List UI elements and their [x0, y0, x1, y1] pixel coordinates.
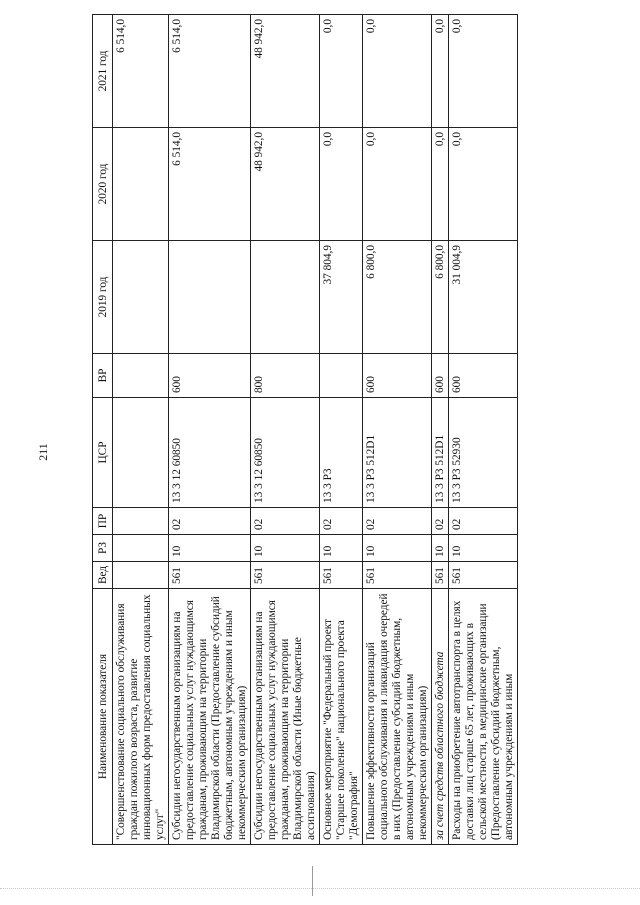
row-2020: 6 514,0 — [169, 128, 251, 241]
row-rz: 10 — [169, 535, 251, 562]
row-csr: 13 3 Р3 512D1 — [432, 398, 449, 508]
row-2021: 0,0 — [449, 15, 518, 128]
row-csr: 13 3 Р3 — [320, 398, 363, 508]
row-ved: 561 — [363, 562, 432, 589]
table-row — [113, 15, 169, 845]
row-2021: 6 514,0 — [169, 15, 251, 128]
row-vr — [320, 354, 363, 398]
row-rz: 10 — [432, 535, 449, 562]
header-name: Наименование показателя — [93, 589, 113, 845]
page-number: 211 — [36, 443, 50, 461]
row-2019 — [169, 241, 251, 354]
table-row — [169, 15, 251, 845]
row-name: Субсидии негосударственным организациям на предоставление социальных услуг нуждающимся гражданам, проживающим на территории Владимирской области (Предоставление субсидий бюджетным, автономным учреждениям и иным некоммерческим организациям) — [169, 589, 251, 845]
row-2020: 0,0 — [449, 128, 518, 241]
header-vr: ВР — [93, 354, 113, 398]
row-rz: 10 — [363, 535, 432, 562]
row-2019: 6 800,0 — [363, 241, 432, 354]
table-row — [363, 15, 432, 845]
table-row — [251, 15, 320, 845]
row-ved: 561 — [449, 562, 518, 589]
scan-artifact-line — [312, 866, 313, 896]
scan-artifact-dots — [0, 888, 640, 890]
row-pr: 02 — [363, 508, 432, 535]
header-2019: 2019 год — [93, 241, 113, 354]
row-2020: 48 942,0 — [251, 128, 320, 241]
row-csr: 13 3 12 60850 — [169, 398, 251, 508]
row-2020: 0,0 — [363, 128, 432, 241]
row-2019: 37 804,9 — [320, 241, 363, 354]
row-2019 — [113, 241, 169, 354]
row-ved: 561 — [432, 562, 449, 589]
row-pr: 02 — [320, 508, 363, 535]
row-2021: 48 942,0 — [251, 15, 320, 128]
table-row — [449, 15, 518, 845]
row-rz: 10 — [251, 535, 320, 562]
row-2021: 0,0 — [320, 15, 363, 128]
row-pr: 02 — [169, 508, 251, 535]
header-ved: Вед — [93, 562, 113, 589]
row-2021: 0,0 — [363, 15, 432, 128]
row-ved: 561 — [251, 562, 320, 589]
row-2020: 0,0 — [432, 128, 449, 241]
row-name: Повышение эффективности организаций социального обслуживания и ликвидация очередей в них (Предоставление субсидий бюджетным, автономным учреждениям и иным некоммерческим организациям) — [363, 589, 432, 845]
row-2021: 0,0 — [432, 15, 449, 128]
row-vr: 600 — [363, 354, 432, 398]
rotated-table-wrapper — [92, 15, 637, 845]
row-2019: 31 004,9 — [449, 241, 518, 354]
row-name: за счет средств областного бюджета — [432, 589, 449, 845]
row-rz: 10 — [320, 535, 363, 562]
row-name: "Совершенствование социального обслуживания граждан пожилого возраста, развитие инновационных форм предоставления социальных услуг" — [113, 589, 169, 845]
row-vr: 600 — [169, 354, 251, 398]
table-header-row — [93, 15, 113, 845]
row-csr — [113, 398, 169, 508]
row-rz — [113, 535, 169, 562]
row-pr: 02 — [432, 508, 449, 535]
header-rz: РЗ — [93, 535, 113, 562]
row-pr — [113, 508, 169, 535]
row-vr: 800 — [251, 354, 320, 398]
table-row — [320, 15, 363, 845]
header-2021: 2021 год — [93, 15, 113, 128]
row-ved: 561 — [320, 562, 363, 589]
row-name: Субсидии негосударственным организациям на предоставление социальных услуг нуждающимся гражданам, проживающим на территории Владимирской области (Иные бюджетные ассигнования) — [251, 589, 320, 845]
row-2019 — [251, 241, 320, 354]
table-row — [432, 15, 449, 845]
row-pr: 02 — [449, 508, 518, 535]
header-csr: ЦСР — [93, 398, 113, 508]
row-vr: 600 — [449, 354, 518, 398]
header-pr: ПР — [93, 508, 113, 535]
row-2019: 6 800,0 — [432, 241, 449, 354]
header-2020: 2020 год — [93, 128, 113, 241]
budget-table — [92, 14, 518, 845]
row-2020: 0,0 — [320, 128, 363, 241]
row-rz: 10 — [449, 535, 518, 562]
row-name: Расходы на приобретение автотранспорта в целях доставки лиц старше 65 лет, проживающих в сельской местности, в медицинские организации (Предоставление субсидий бюджетным, автономным учреждениям и иным — [449, 589, 518, 845]
row-csr: 13 3 Р3 512D1 — [363, 398, 432, 508]
row-2021: 6 514,0 — [113, 15, 169, 128]
row-vr: 600 — [432, 354, 449, 398]
row-name: Основное мероприятие "Федеральный проект "Старшее поколение" национального проекта "Демография" — [320, 589, 363, 845]
row-ved: 561 — [169, 562, 251, 589]
row-vr — [113, 354, 169, 398]
row-csr: 13 3 12 60850 — [251, 398, 320, 508]
row-csr: 13 3 Р3 52930 — [449, 398, 518, 508]
row-ved — [113, 562, 169, 589]
row-pr: 02 — [251, 508, 320, 535]
row-2020 — [113, 128, 169, 241]
